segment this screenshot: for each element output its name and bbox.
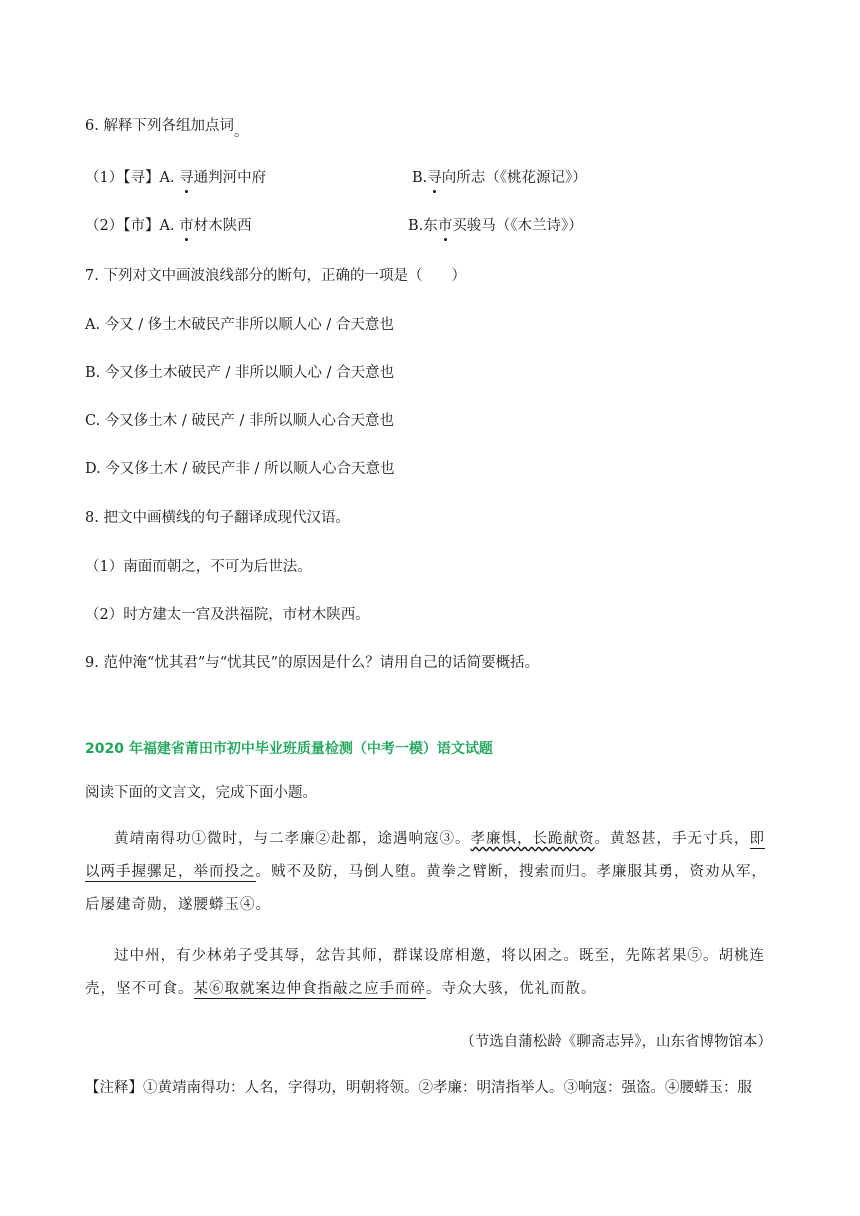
underlined-text: 某⑥取就案边伸食指敲之应手而碎 <box>193 981 426 997</box>
annotation-notes: 【注释】①黄靖南得功：人名，字得功，明朝将领。②孝廉：明清指举人。③响寇：强盗。④腰蟒玉：服 <box>85 1080 752 1096</box>
passage-paragraph-1: 黄靖南得功①微时，与二孝廉②赴都，途遇响寇③。孝廉惧，长跪献资。黄怒甚，手无寸兵，即以两手握骡足，举而投之。贼不及防，马倒人堕。黄拳之臂断，搜索而归。孝廉服其勇，资劝从军，后屡建奇勋，遂腰蟒玉④。 <box>85 831 767 913</box>
wavy-underlined-text: 孝廉惧，长跪献资 <box>470 831 595 847</box>
q7-option-a: A. 今又 / 侈土木破民产非所以顺人心 / 合天意也 <box>85 317 394 333</box>
dotted-char: 市 <box>179 218 194 234</box>
passage-source: （节选自蒲松龄《聊斋志异》，山东省博物馆本） <box>460 1034 772 1050</box>
q6-row2-a: （2）【市】A. 市材木陕西 <box>85 218 252 234</box>
q6-row2-b: B.东市买骏马（《木兰诗》） <box>408 218 583 234</box>
q6-stem: 6. 解释下列各组加点词。 <box>85 118 249 140</box>
dotted-char: 寻 <box>179 170 194 186</box>
underlined-text: 即以两手握骡足，举而投之 <box>85 831 765 880</box>
q7-option-d: D. 今又侈土木 / 破民产非 / 所以顺人心合天意也 <box>85 461 395 477</box>
section-title: 2020 年福建省莆田市初中毕业班质量检测（中考一模）语文试题 <box>85 741 493 757</box>
passage-paragraph-2: 过中州，有少林弟子受其辱，忿告其师，群谋设席相邀，将以困之。既至，先陈茗果⑤。胡桃连壳，坚不可食。某⑥取就案边伸食指敲之应手而碎。寺众大骇，优礼而散。 <box>85 948 765 997</box>
q6-row1-a: （1）【寻】A. 寻通判河中府 <box>85 170 267 186</box>
q7-option-b: B. 今又侈土木破民产 / 非所以顺人心 / 合天意也 <box>85 365 395 381</box>
q8-item-1: （1）南面而朝之，不可为后世法。 <box>85 559 312 575</box>
dotted-char: 寻 <box>427 170 442 186</box>
q6-mark: 。 <box>233 124 249 140</box>
q9-stem: 9. 范仲淹“忧其君”与“忧其民”的原因是什么？请用自己的话简要概括。 <box>85 655 540 671</box>
q7-option-c: C. 今又侈土木 / 破民产 / 非所以顺人心合天意也 <box>85 413 395 429</box>
q7-stem: 7. 下列对文中画波浪线部分的断句，正确的一项是（ ） <box>85 268 466 284</box>
dotted-char: 市 <box>437 218 453 234</box>
q6-row1-b: B.寻向所志（《桃花源记》） <box>412 170 587 186</box>
q8-stem: 8. 把文中画横线的句子翻译成现代汉语。 <box>85 510 350 526</box>
q8-item-2: （2）时方建太一宫及洪福院，市材木陕西。 <box>85 607 370 623</box>
section-instruction: 阅读下面的文言文，完成下面小题。 <box>85 785 317 801</box>
